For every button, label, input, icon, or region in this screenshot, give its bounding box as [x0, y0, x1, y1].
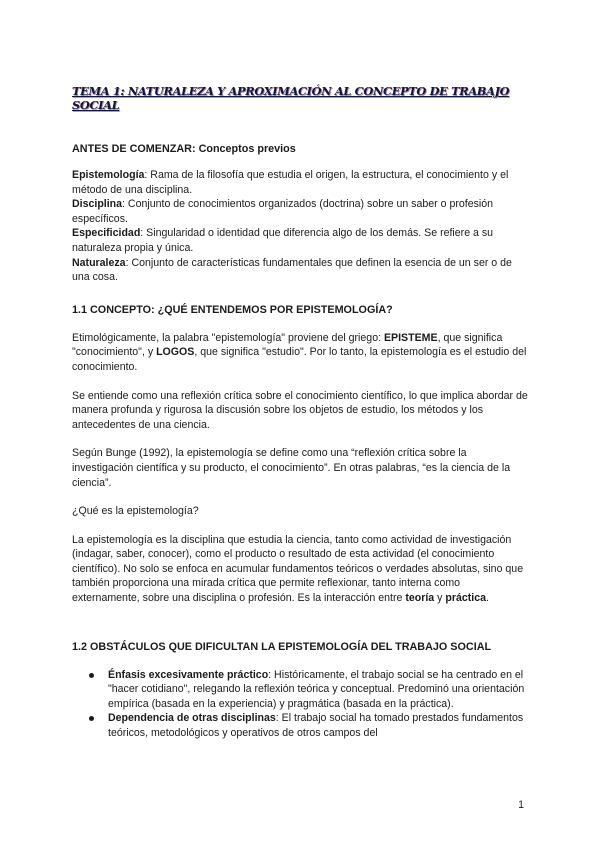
definition-term: Naturaleza: [72, 256, 126, 269]
epistemology-definition-paragraph: [72, 533, 530, 606]
bold-term-teoria: teoría: [405, 592, 435, 605]
list-item-term: Dependencia de otras disciplinas: [108, 712, 276, 725]
definition-disciplina: [72, 197, 530, 226]
definition-text: : Rama de la filosofía que estudia el origen, la estructura, el conocimiento y el método de una disciplina.: [72, 169, 509, 196]
list-item-term: Énfasis excesivamente práctico: [108, 668, 269, 681]
definition-term: Epistemología: [72, 169, 145, 181]
definition-term: Especificidad: [72, 227, 141, 240]
critical-reflection-paragraph: Se entiende como una reflexión crítica sobre el conocimiento científico, lo que implica abordar de manera profunda y rigurosa la discusión sobre los objetos de estudio, los métodos y los antecedentes de una ciencia.: [72, 389, 528, 431]
text-run: La epistemología es la disciplina que estudia la ciencia, tanto como actividad de investigación (indagar, saber, conocer), como el producto o resultado de esta actividad (el conocimiento científico). No solo se enfoca en acumular fundamentos teóricos o verdades absolutas, sino que también proporciona una mirada crítica que permite reflexionar, tanto interna como externamente, sobre una disciplina o profesión. Es la interacción entre: [72, 533, 524, 605]
text-run: y: [434, 592, 446, 605]
definition-text: : Conjunto de características fundamentales que definen la esencia de un ser o de una cosa.: [72, 256, 512, 284]
definitions-list: [72, 168, 530, 285]
bold-term-episteme: EPISTEME: [383, 331, 438, 344]
definition-especificidad: [72, 226, 530, 255]
definition-epistemologia: [72, 168, 530, 197]
page-number: 1: [518, 799, 524, 811]
bullet-icon: [89, 716, 94, 721]
bold-term-logos: LOGOS: [156, 346, 195, 359]
definition-naturaleza: [72, 256, 530, 285]
document-title: TEMA 1: NATURALEZA Y APROXIMACIÓN AL CONCEPTO DE TRABAJO SOCIAL: [72, 84, 510, 112]
section-2-heading: 1.2 OBSTÁCULOS QUE DIFICULTAN LA EPISTEMOLOGÍA DEL TRABAJO SOCIAL: [72, 640, 492, 653]
list-item: [72, 668, 530, 712]
list-item: [72, 711, 530, 740]
intro-heading: ANTES DE COMENZAR: Conceptos previos: [72, 143, 296, 155]
definition-term: Disciplina: [72, 198, 123, 211]
page-content: [72, 84, 530, 741]
list-item-text: : Históricamente, el trabajo social se ha centrado en el "hacer cotidiano", relegando la reflexión teórica y conceptual. Predominó una orientación empírica (basada en la experiencia) y pragmática (basada en la práctica).: [108, 668, 525, 710]
question-paragraph: ¿Qué es la epistemología?: [72, 505, 199, 518]
section-1-heading: 1.1 CONCEPTO: ¿QUÉ ENTENDEMOS POR EPISTEMOLOGÍA?: [72, 303, 393, 316]
bold-term-practica: práctica: [445, 592, 486, 605]
bullet-icon: [89, 673, 94, 678]
etymology-paragraph: [72, 331, 530, 375]
bunge-paragraph: Según Bunge (1992), la epistemología se define como una “reflexión crítica sobre la investigación científica y su producto, el conocimiento”. En otras palabras, “es la ciencia de la ciencia”.: [72, 447, 511, 489]
obstacles-list: [72, 668, 530, 741]
text-run: , que significa "estudio". Por lo tanto, la epistemología es el estudio del conocimiento.: [72, 346, 527, 373]
text-run: .: [486, 592, 489, 605]
text-run: , que significa "conocimiento", y: [72, 331, 503, 359]
definition-text: : Conjunto de conocimientos organizados (doctrina) sobre un saber o profesión específicos.: [72, 198, 494, 225]
text-run: Etimológicamente, la palabra "epistemología" proviene del griego:: [72, 331, 384, 344]
list-item-text: : El trabajo social ha tomado prestados fundamentos teóricos, metodológicos y operativos de otros campos del: [108, 712, 524, 740]
definition-text: : Singularidad o identidad que diferencia algo de los demás. Se refiere a su naturaleza propia y única.: [72, 227, 494, 254]
